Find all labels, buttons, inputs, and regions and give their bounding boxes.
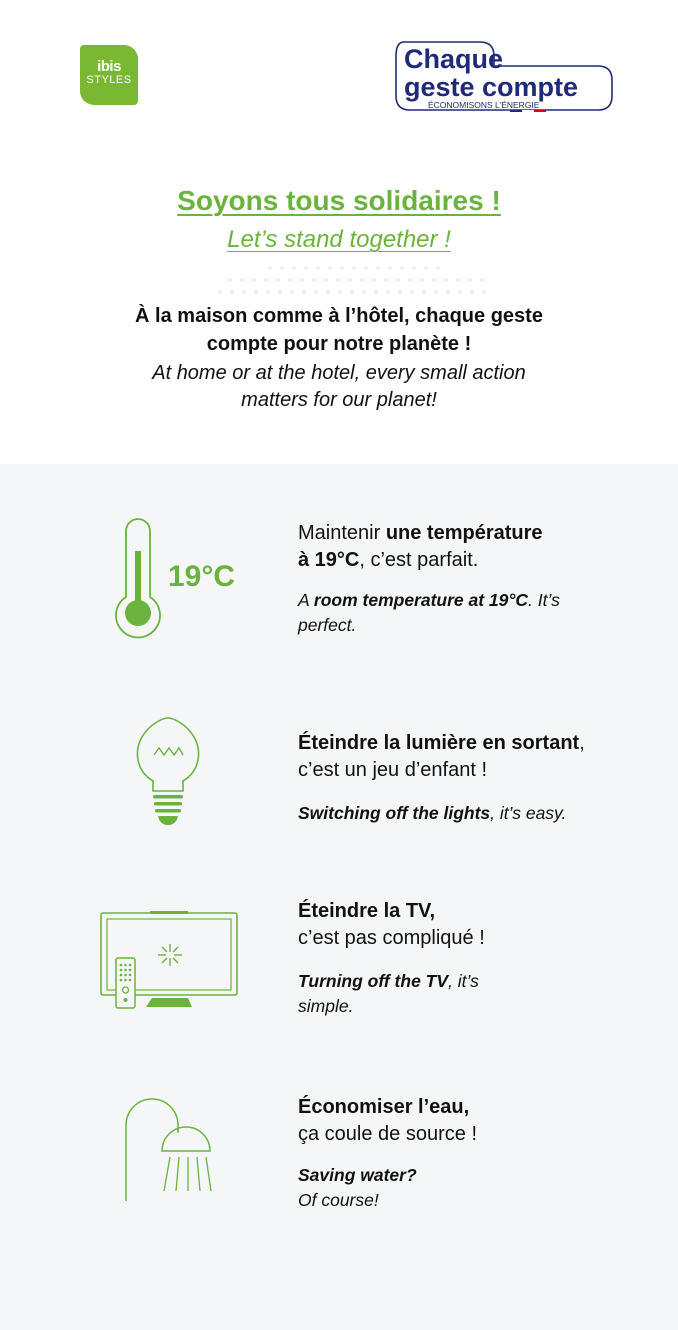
tip-water-fr-bold: Économiser l’eau, — [298, 1096, 470, 1118]
tip-water-fr-line2: ça coule de source ! — [298, 1123, 477, 1145]
tip-temperature-fr-tail: , c’est parfait. — [359, 549, 479, 571]
tip-lights-fr-tail: , — [579, 732, 585, 754]
tip-temperature-en — [298, 588, 598, 638]
temperature-badge: 19°C — [168, 560, 236, 593]
shower-icon — [120, 1095, 220, 1205]
campaign-logo-line1: Chaque — [404, 44, 504, 74]
tip-water-fr — [298, 1094, 628, 1148]
tip-tv-fr-line2: c’est pas compliqué ! — [298, 927, 485, 949]
tip-lights-en-bold: Switching off the lights — [298, 803, 491, 823]
intro-fr-line2: compte pour notre planète ! — [206, 333, 472, 355]
tip-temperature-fr-bold: une température — [385, 522, 543, 544]
ibis-logo-subtext: STYLES — [86, 74, 132, 86]
tip-temperature-en-text: A — [298, 590, 314, 610]
tip-tv-en-tail: , it’s — [448, 971, 479, 991]
tip-tv-fr — [298, 898, 628, 952]
intro-en-line2: matters for our planet! — [241, 389, 437, 411]
tip-lights-fr-bold: Éteindre la lumière en sortant — [298, 732, 580, 754]
tip-tv-en-bold: Turning off the TV — [298, 971, 449, 991]
tip-temperature-fr-bold2: à 19°C — [298, 549, 360, 571]
tip-water-en — [298, 1163, 598, 1213]
tip-tv-fr-bold: Éteindre la TV, — [298, 900, 436, 922]
tip-temperature-en-line2: perfect. — [298, 615, 357, 635]
intro-fr — [100, 302, 578, 358]
campaign-logo-tagline: ÉCONOMISONS L’ÉNERGIE — [428, 100, 540, 110]
tip-temperature-fr-text: Maintenir — [298, 522, 386, 544]
decorative-dots — [210, 262, 500, 302]
chaque-geste-compte-logo — [390, 38, 616, 118]
tip-temperature-fr — [298, 520, 628, 574]
tip-temperature-en-tail: . It’s — [528, 590, 560, 610]
tip-lights-fr-line2: c’est un jeu d’enfant ! — [298, 759, 488, 781]
tip-temperature-en-bold: room temperature at 19°C — [313, 590, 529, 610]
ibis-logo-text: ibis — [97, 58, 121, 75]
ibis-styles-logo — [80, 45, 138, 105]
headline-fr: Soyons tous solidaires ! — [177, 185, 501, 216]
intro-en — [100, 360, 578, 414]
tip-tv-en — [298, 969, 598, 1019]
campaign-logo-line2: geste compte — [404, 72, 579, 102]
headline-en: Let’s stand together ! — [227, 226, 451, 253]
tv-icon — [100, 910, 240, 1010]
tip-tv-en-line2: simple. — [298, 996, 354, 1016]
intro-en-line1: At home or at the hotel, every small action — [152, 362, 526, 384]
tip-lights-en-tail: , it’s easy. — [490, 803, 567, 823]
lightbulb-icon — [130, 715, 206, 830]
tip-lights-fr — [298, 730, 628, 784]
intro-fr-line1: À la maison comme à l’hôtel, chaque geste — [135, 305, 543, 327]
thermometer-icon — [110, 515, 166, 639]
tip-lights-en — [298, 801, 598, 826]
tip-water-en-bold: Saving water? — [298, 1165, 417, 1185]
tip-water-en-line2: Of course! — [298, 1190, 379, 1210]
